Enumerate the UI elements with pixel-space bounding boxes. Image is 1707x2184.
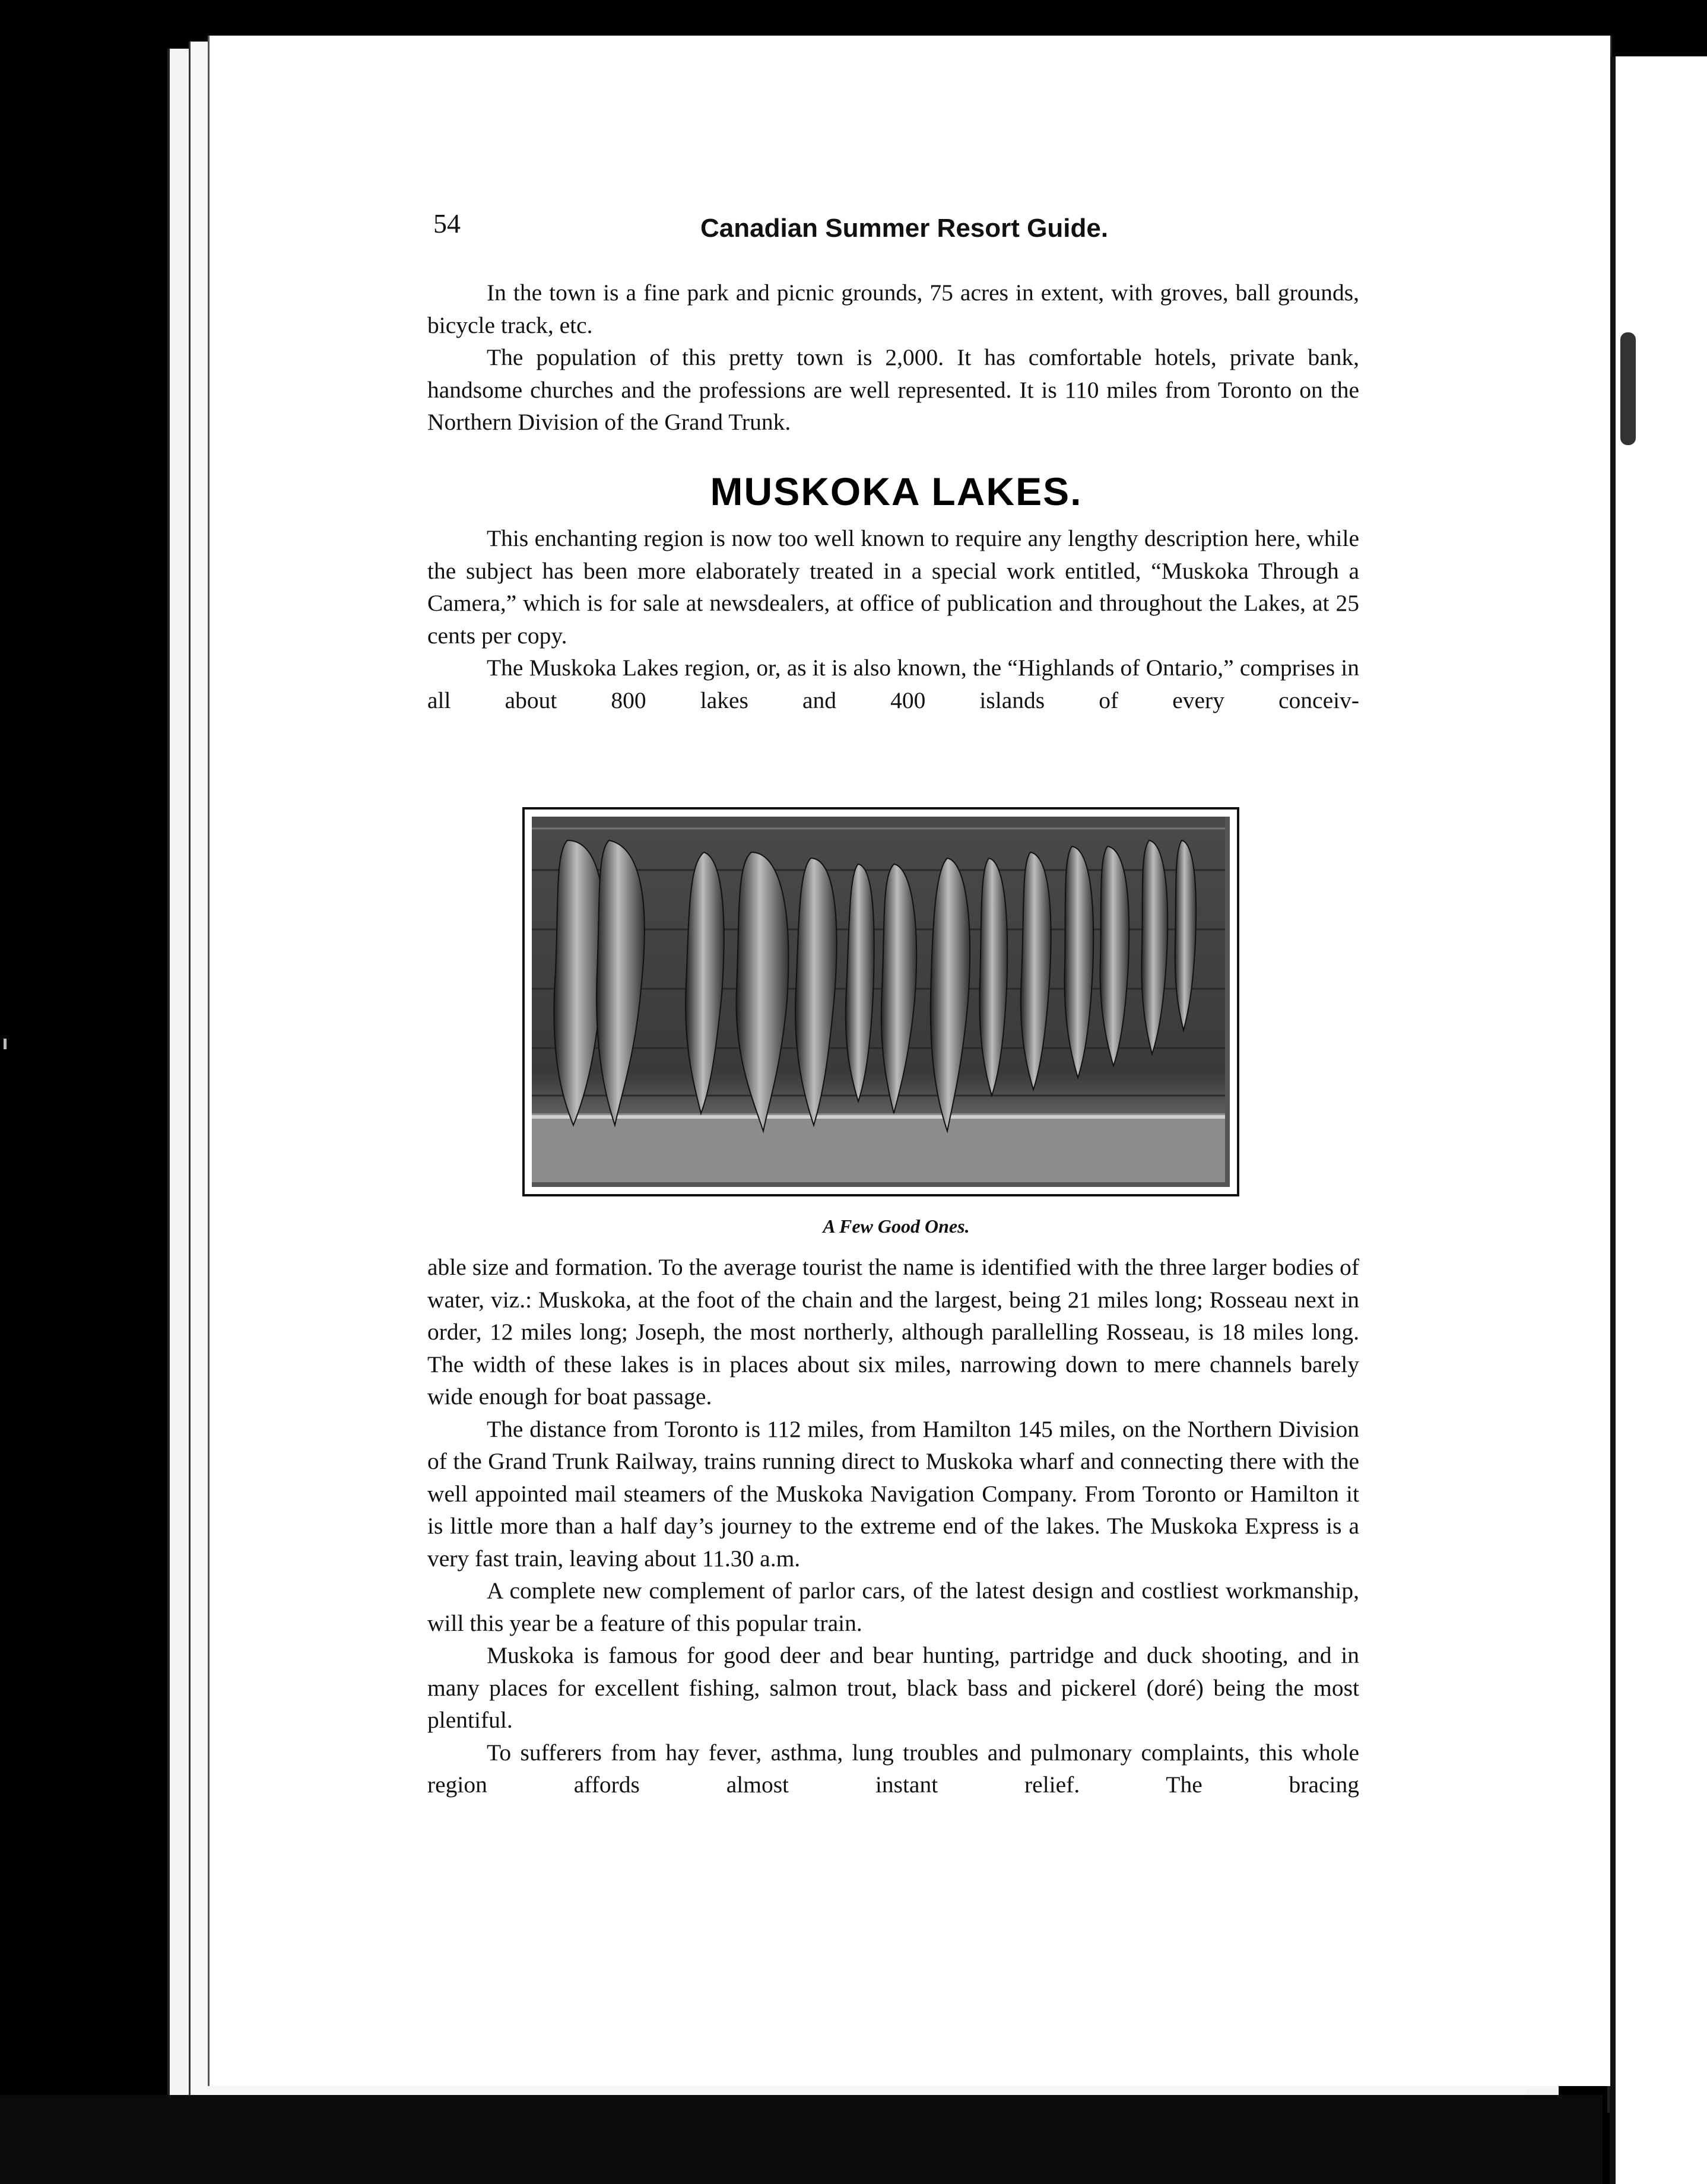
fish-photo-image xyxy=(532,817,1225,1182)
edge-mark xyxy=(4,1039,7,1049)
paragraph: The distance from Toronto is 112 miles, from Hamilton 145 miles, on the Northern Division of the Grand Trunk Railway, trains running direct to Muskoka wharf and connecting there with the well appointed mail steamers of the Muskoka Navigation Company. From Toronto or Hamilton it is little more than a half day’s journey to the extreme end of the lakes. The Muskoka Express is a very fast train, leaving about 11.30 a.m. xyxy=(427,1415,1359,1572)
section-heading: MUSKOKA LAKES. xyxy=(710,469,1083,513)
fish-photo xyxy=(532,817,1230,1187)
paragraph: Muskoka is famous for good deer and bear hunting, partridge and duck shooting, and in many places for excellent fishing, salmon trout, black bass and pickerel (doré) being the most plentiful. xyxy=(427,1642,1359,1733)
paragraph: In the town is a fine park and picnic grounds, 75 acres in extent, with groves, ball grounds, bicycle track, etc. xyxy=(427,280,1359,338)
paragraph: This enchanting region is now too well known to require any lengthy description here, while the subject has been more elaborately treated in a special work entitled, “Muskoka Through a Camera,” which is for sale at newsdealers, at office of publication and throughout the Lakes, at 25 cents per copy. xyxy=(427,525,1359,649)
running-title: Canadian Summer Resort Guide. xyxy=(700,214,1109,243)
top-text xyxy=(427,277,1359,439)
body-text xyxy=(427,1251,1359,1801)
page-number: 54 xyxy=(433,208,461,239)
running-head xyxy=(421,202,1359,249)
paragraph: To sufferers from hay fever, asthma, lung troubles and pulmonary complaints, this whole region affords almost instant relief. The bracing xyxy=(427,1739,1359,1798)
figure-photo-frame xyxy=(522,807,1239,1196)
binding-mark xyxy=(1620,332,1636,445)
paragraph: A complete new complement of parlor cars, of the latest design and costliest workmanship, will this year be a feature of this popular train. xyxy=(427,1577,1359,1636)
paragraph: The population of this pretty town is 2,000. It has comfortable hotels, private bank, handsome churches and the professions are well represented. It is 110 miles from Toronto on the Northern Division of the Grand Trunk. xyxy=(427,344,1359,435)
paragraph: The Muskoka Lakes region, or, as it is also known, the “Highlands of Ontario,” comprises in all about 800 lakes and 400 islands of every conceiv- xyxy=(427,655,1359,713)
scan-bottom-edge xyxy=(0,2095,1603,2184)
intro-text xyxy=(427,522,1359,716)
paragraph: able size and formation. To the average tourist the name is identified with the three larger bodies of water, viz.: Muskoka, at the foot of the chain and the largest, being 21 miles long; Rosseau next in order, 12 miles long; Joseph, the most northerly, although parallelling Rosseau, is 18 miles long. The width of these lakes is in places about six miles, narrowing down to mere channels barely wide enough for boat passage. xyxy=(427,1254,1359,1410)
figure-caption: A Few Good Ones. xyxy=(823,1215,970,1237)
